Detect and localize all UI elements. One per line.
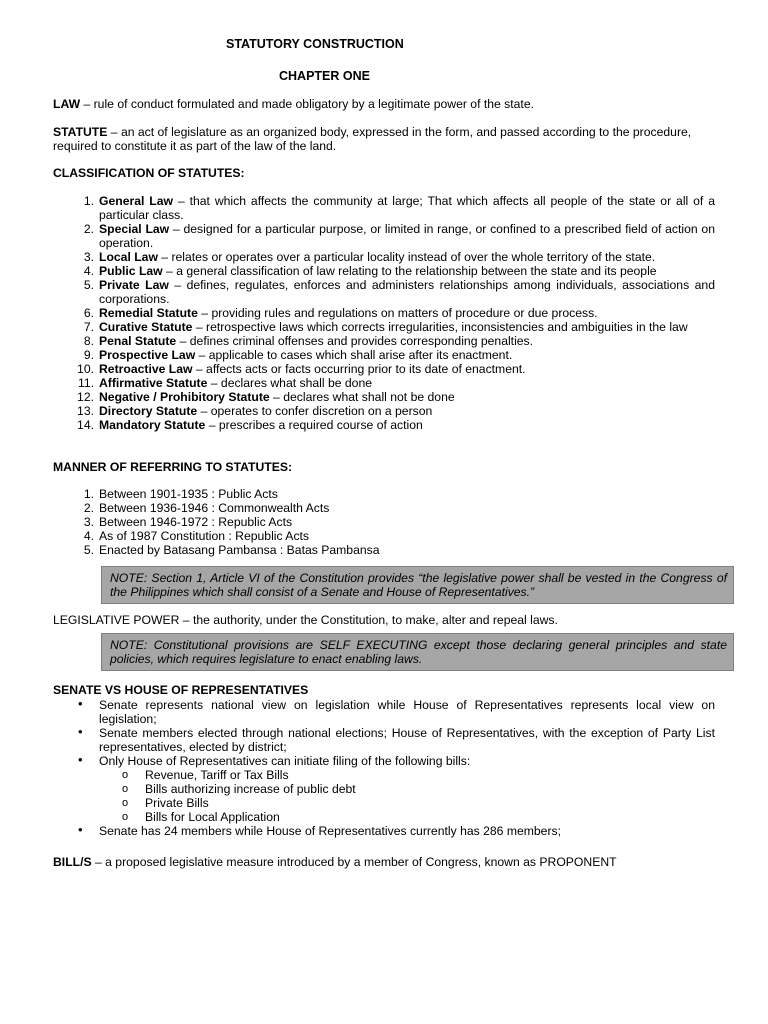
sub-item: o Bills for Local Application xyxy=(122,810,280,824)
sub-item: o Revenue, Tariff or Tax Bills xyxy=(122,768,289,782)
bills-text: – a proposed legislative measure introduced by a member of Congress, known as PROPONENT xyxy=(91,855,617,869)
list-item: 10. Retroactive Law – affects acts or facts occurring prior to its date of enactment. xyxy=(77,362,526,376)
manner-heading: MANNER OF REFERRING TO STATUTES: xyxy=(53,460,293,474)
note-legislative-power-vested: NOTE: Section 1, Article VI of the Constitution provides “the legislative power shall be vested in the Congress of the Philippines which shall consist of a Senate and House of Representatives.” xyxy=(101,566,734,604)
list-item: 5. Private Law – defines, regulates, enforces and administers relationships among individuals, associations and corporations. xyxy=(83,278,715,306)
senate-vs-house-list xyxy=(53,698,715,838)
statute-definition xyxy=(53,125,715,153)
document-title: STATUTORY CONSTRUCTION xyxy=(226,37,404,51)
list-item: 8. Penal Statute – defines criminal offenses and provides corresponding penalties. xyxy=(83,334,534,348)
list-item: 2. Special Law – designed for a particular purpose, or limited in range, or confined to a prescribed field of action on operation. xyxy=(83,222,715,250)
list-item: 5. Enacted by Batasang Pambansa : Batas Pambansa xyxy=(83,543,380,557)
list-item: 13. Directory Statute – operates to confer discretion on a person xyxy=(77,404,433,418)
list-item: 1. General Law – that which affects the community at large; That which affects all people of the state or all of a particular class. xyxy=(83,194,716,222)
classification-heading: CLASSIFICATION OF STATUTES: xyxy=(53,166,245,180)
manner-list xyxy=(53,487,715,557)
list-item: 6. Remedial Statute – providing rules and regulations on matters of procedure or due process. xyxy=(83,306,598,320)
bills-term: BILL/S xyxy=(53,855,92,869)
classification-list xyxy=(53,194,715,432)
legislative-power-definition xyxy=(53,613,715,627)
list-item: 2. Between 1936-1946 : Commonwealth Acts xyxy=(83,501,330,515)
statute-term: STATUTE xyxy=(53,125,108,139)
statute-text: – an act of legislature as an organized body, expressed in the form, and passed according to the procedure, required to constitute it as part of the law of the land. xyxy=(53,125,692,153)
list-item: 3. Local Law – relates or operates over a particular locality instead of over the whole territory of the state. xyxy=(83,250,656,264)
list-item: • Senate represents national view on legislation while House of Representatives represents local view on legislation; xyxy=(78,696,715,726)
law-term: LAW xyxy=(53,97,81,111)
list-item: 9. Prospective Law – applicable to cases which shall arise after its enactment. xyxy=(83,348,513,362)
law-text: – rule of conduct formulated and made obligatory by a legitimate power of the state. xyxy=(80,97,534,111)
list-item: 14. Mandatory Statute – prescribes a required course of action xyxy=(77,418,423,432)
legislative-power-text: – the authority, under the Constitution, to make, alter and repeal laws. xyxy=(179,613,558,627)
list-item: 11. Affirmative Statute – declares what shall be done xyxy=(77,376,372,390)
list-item: • Senate members elected through national elections; House of Representatives, with the exception of Party List representatives, elected by district; xyxy=(78,724,715,754)
bills-sublist xyxy=(99,768,715,824)
sub-item: o Bills authorizing increase of public debt xyxy=(122,782,356,796)
legislative-power-term: LEGISLATIVE POWER xyxy=(53,613,180,627)
list-item: • Only House of Representatives can initiate filing of the following bills: o Revenue, Tariff or Tax Bills o Bills authorizing increase of public debt o Private Bills o Bills for Local Application xyxy=(53,754,715,824)
list-item: 4. As of 1987 Constitution : Republic Acts xyxy=(83,529,310,543)
chapter-title: CHAPTER ONE xyxy=(279,69,370,83)
list-item: 7. Curative Statute – retrospective laws which corrects irregularities, inconsistencies and ambiguities in the law xyxy=(83,320,688,334)
list-item: 12. Negative / Prohibitory Statute – declares what shall not be done xyxy=(77,390,455,404)
list-item: 3. Between 1946-1972 : Republic Acts xyxy=(83,515,293,529)
sub-item: o Private Bills xyxy=(122,796,209,810)
bills-definition xyxy=(53,855,715,869)
note-self-executing: NOTE: Constitutional provisions are SELF EXECUTING except those declaring general principles and state policies, which requires legislature to enact enabling laws. xyxy=(101,633,734,671)
list-item: 4. Public Law – a general classification of law relating to the relationship between the state and its people xyxy=(83,264,657,278)
list-item: 1. Between 1901-1935 : Public Acts xyxy=(83,487,278,501)
list-item: • Senate has 24 members while House of Representatives currently has 286 members; xyxy=(78,822,562,838)
senate-vs-house-heading: SENATE VS HOUSE OF REPRESENTATIVES xyxy=(53,683,309,697)
law-definition xyxy=(53,97,715,111)
